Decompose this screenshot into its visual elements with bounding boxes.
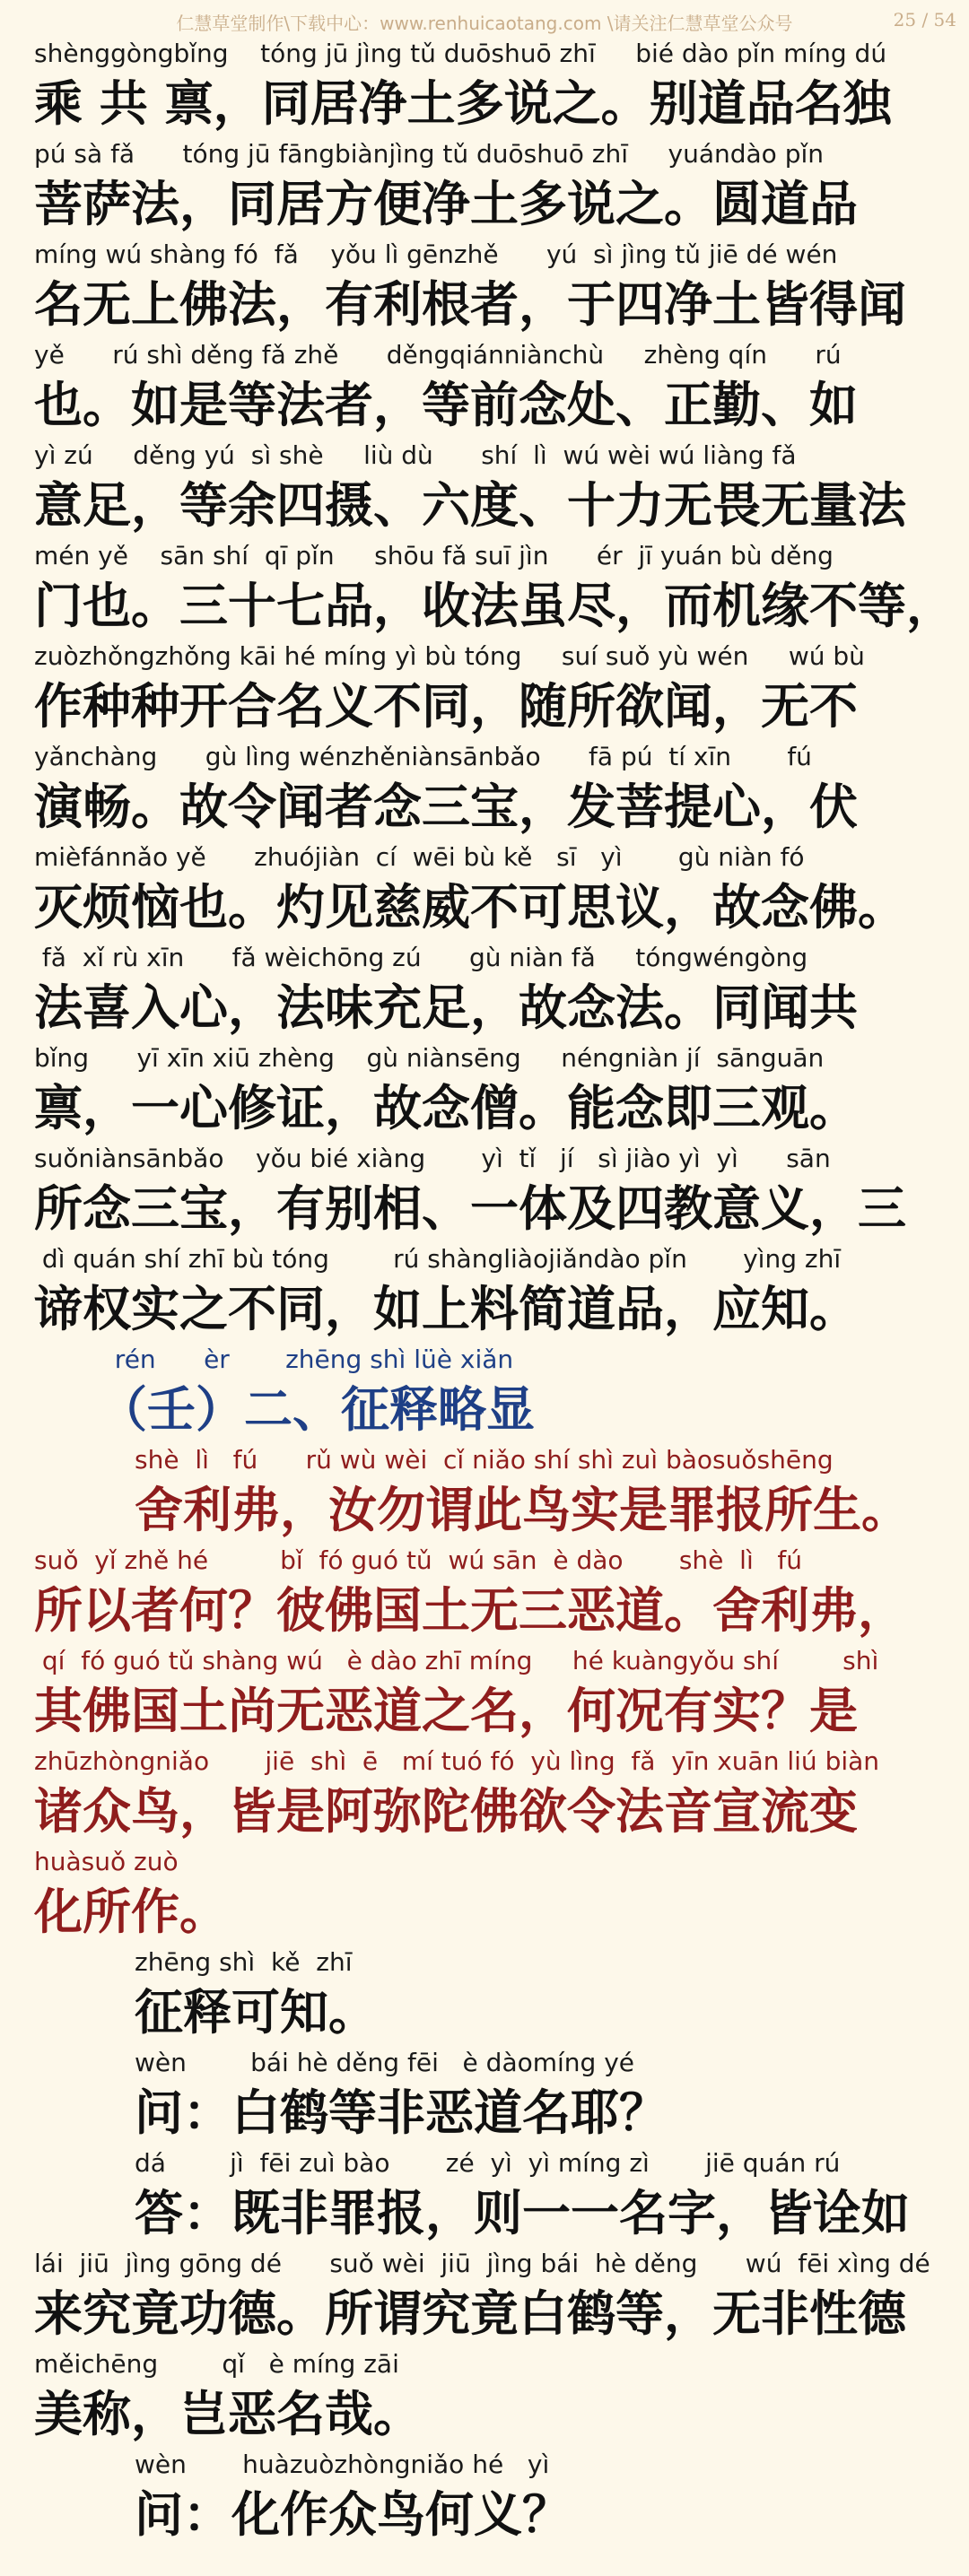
chinese-text: 问：白鹤等非恶道名耶？ bbox=[135, 2084, 668, 2141]
chinese-text: 谛权实之不同，如上料简道品，应知。 bbox=[34, 1281, 858, 1337]
text-line bbox=[0, 136, 969, 237]
pinyin-annotation: zuòzhǒngzhǒng kāi hé míng yì bù tóng suí suǒ yù wén wú bù bbox=[34, 641, 865, 671]
pinyin-annotation: shènggòngbǐng tóng jū jìng tǔ duōshuō zhī bié dào pǐn míng dú bbox=[34, 39, 887, 68]
pinyin-annotation: dì quán shí zhī bù tóng rú shàngliàojiǎndào pǐn yìng zhī bbox=[34, 1244, 842, 1274]
chinese-text: 名无上佛法，有利根者，于四净土皆得闻 bbox=[34, 276, 906, 333]
pinyin-annotation: lái jiū jìng gōng dé suǒ wèi jiū jìng bái hè děng wú fēi xìng dé bbox=[34, 2249, 930, 2278]
text-line bbox=[0, 1241, 969, 1342]
chinese-text: 灭烦恼也。灼见慈威不可思议，故念佛。 bbox=[34, 879, 906, 936]
chinese-text: 问：化作众鸟何义？ bbox=[135, 2486, 571, 2543]
pinyin-annotation: mièfánnǎo yě zhuójiàn cí wēi bù kě sī yì gù niàn fó bbox=[34, 842, 805, 872]
text-line bbox=[0, 1442, 969, 1543]
text-line bbox=[0, 739, 969, 840]
pinyin-annotation: suǒniànsānbǎo yǒu bié xiàng yì tǐ jí sì jiào yì yì sān bbox=[34, 1144, 831, 1173]
text-line bbox=[0, 840, 969, 940]
pinyin-annotation: rén èr zhēng shì lüè xiǎn bbox=[99, 1345, 514, 1374]
chinese-text: 舍利弗，汝勿谓此鸟实是罪报所生。 bbox=[135, 1482, 910, 1538]
text-line bbox=[0, 940, 969, 1040]
pinyin-annotation: shè lì fú rǔ wù wèi cǐ niǎo shí shì zuì bàosuǒshēng bbox=[135, 1445, 834, 1475]
chinese-text: 禀，一心修证，故念僧。能念即三观。 bbox=[34, 1080, 858, 1136]
text-line bbox=[0, 1945, 969, 2045]
text-line bbox=[0, 337, 969, 438]
chinese-text: （壬）二、征释略显 bbox=[99, 1381, 535, 1438]
chinese-text: 门也。三十七品，收法虽尽，而机缘不等， bbox=[34, 578, 955, 634]
text-line bbox=[0, 1141, 969, 1241]
chinese-text: 意足，等余四摄、六度、十力无畏无量法 bbox=[34, 477, 906, 534]
chinese-text: 诸众鸟，皆是阿弥陀佛欲令法音宣流变 bbox=[34, 1783, 858, 1840]
text-line bbox=[0, 2145, 969, 2246]
chinese-text: 演畅。故令闻者念三宝，发菩提心，伏 bbox=[34, 779, 858, 835]
chinese-text: 所念三宝，有别相、一体及四教意义，三 bbox=[34, 1180, 906, 1237]
pinyin-annotation: yě rú shì děng fǎ zhě děngqiánniànchù zhèng qín rú bbox=[34, 340, 842, 370]
pinyin-annotation: měichēng qǐ è míng zāi bbox=[34, 2349, 399, 2379]
pinyin-annotation: zhūzhòngniǎo jiē shì ē mí tuó fó yù lìng fǎ yīn xuān liú biàn bbox=[34, 1746, 880, 1776]
text-line bbox=[0, 639, 969, 739]
pinyin-annotation: yì zú děng yú sì shè liù dù shí lì wú wèi wú liàng fǎ bbox=[34, 440, 797, 470]
pinyin-annotation: mén yě sān shí qī pǐn shōu fǎ suī jìn ér jī yuán bù děng bbox=[34, 541, 834, 570]
text-body bbox=[0, 36, 969, 2547]
pinyin-annotation: bǐng yī xīn xiū zhèng gù niànsēng néngniàn jí sānguān bbox=[34, 1043, 825, 1073]
chinese-text: 作种种开合名义不同，随所欲闻，无不 bbox=[34, 678, 858, 735]
chinese-text: 乘 共 禀，同居净土多说之。别道品名独 bbox=[34, 75, 892, 132]
chinese-text: 答：既非罪报，则一一名字，皆诠如 bbox=[135, 2185, 910, 2241]
chinese-text: 化所作。 bbox=[34, 1884, 228, 1940]
pinyin-annotation: wèn bái hè děng fēi è dàomíng yé bbox=[135, 2048, 635, 2077]
page-header bbox=[0, 0, 969, 36]
pinyin-annotation: míng wú shàng fó fǎ yǒu lì gēnzhě yú sì jìng tǔ jiē dé wén bbox=[34, 239, 838, 269]
chinese-text: 法喜入心，法味充足，故念法。同闻共 bbox=[34, 979, 858, 1036]
pinyin-annotation: zhēng shì kě zhī bbox=[135, 1947, 353, 1977]
text-line bbox=[0, 2246, 969, 2346]
pinyin-annotation: pú sà fǎ tóng jū fāngbiànjìng tǔ duōshuō zhī yuándào pǐn bbox=[34, 139, 825, 169]
page-number: 25 / 54 bbox=[893, 9, 956, 30]
pinyin-annotation: yǎnchàng gù lìng wénzhěniànsānbǎo fā pú tí xīn fú bbox=[34, 742, 812, 771]
header-source: 仁慧草堂制作\下载中心：www.renhuicaotang.com \请关注仁慧草堂公众号 bbox=[176, 13, 793, 34]
chinese-text: 其佛国土尚无恶道之名，何况有实？是 bbox=[34, 1683, 858, 1739]
text-line bbox=[0, 438, 969, 538]
pinyin-annotation: huàsuǒ zuò bbox=[34, 1847, 179, 1876]
text-line bbox=[0, 1744, 969, 1844]
chinese-text: 所以者何？彼佛国土无三恶道。舍利弗， bbox=[34, 1582, 906, 1639]
text-line bbox=[0, 2346, 969, 2447]
pinyin-annotation: suǒ yǐ zhě hé bǐ fó guó tǔ wú sān è dào shè lì fú bbox=[34, 1545, 803, 1575]
text-line bbox=[0, 1844, 969, 1945]
text-line bbox=[0, 1040, 969, 1141]
pinyin-annotation: qí fó guó tǔ shàng wú è dào zhī míng hé kuàngyǒu shí shì bbox=[34, 1646, 879, 1675]
chinese-text: 来究竟功德。所谓究竟白鹤等，无非性德 bbox=[34, 2285, 906, 2342]
chinese-text: 菩萨法，同居方便净土多说之。圆道品 bbox=[34, 176, 858, 232]
pinyin-annotation: dá jì fēi zuì bào zé yì yì míng zì jiē quán rú bbox=[135, 2148, 841, 2178]
chinese-text: 也。如是等法者，等前念处、正勤、如 bbox=[34, 377, 858, 433]
text-line bbox=[0, 36, 969, 136]
pinyin-annotation: wèn huàzuòzhòngniǎo hé yì bbox=[135, 2450, 550, 2479]
text-line bbox=[0, 2045, 969, 2145]
text-line bbox=[0, 1342, 969, 1442]
pinyin-annotation: fǎ xǐ rù xīn fǎ wèichōng zú gù niàn fǎ tóngwéngòng bbox=[34, 943, 808, 972]
text-line bbox=[0, 1643, 969, 1744]
chinese-text: 美称，岂恶名哉。 bbox=[34, 2386, 422, 2442]
chinese-text: 征释可知。 bbox=[135, 1984, 377, 2041]
text-line bbox=[0, 538, 969, 639]
text-line bbox=[0, 2447, 969, 2547]
text-line bbox=[0, 1543, 969, 1643]
text-line bbox=[0, 237, 969, 337]
